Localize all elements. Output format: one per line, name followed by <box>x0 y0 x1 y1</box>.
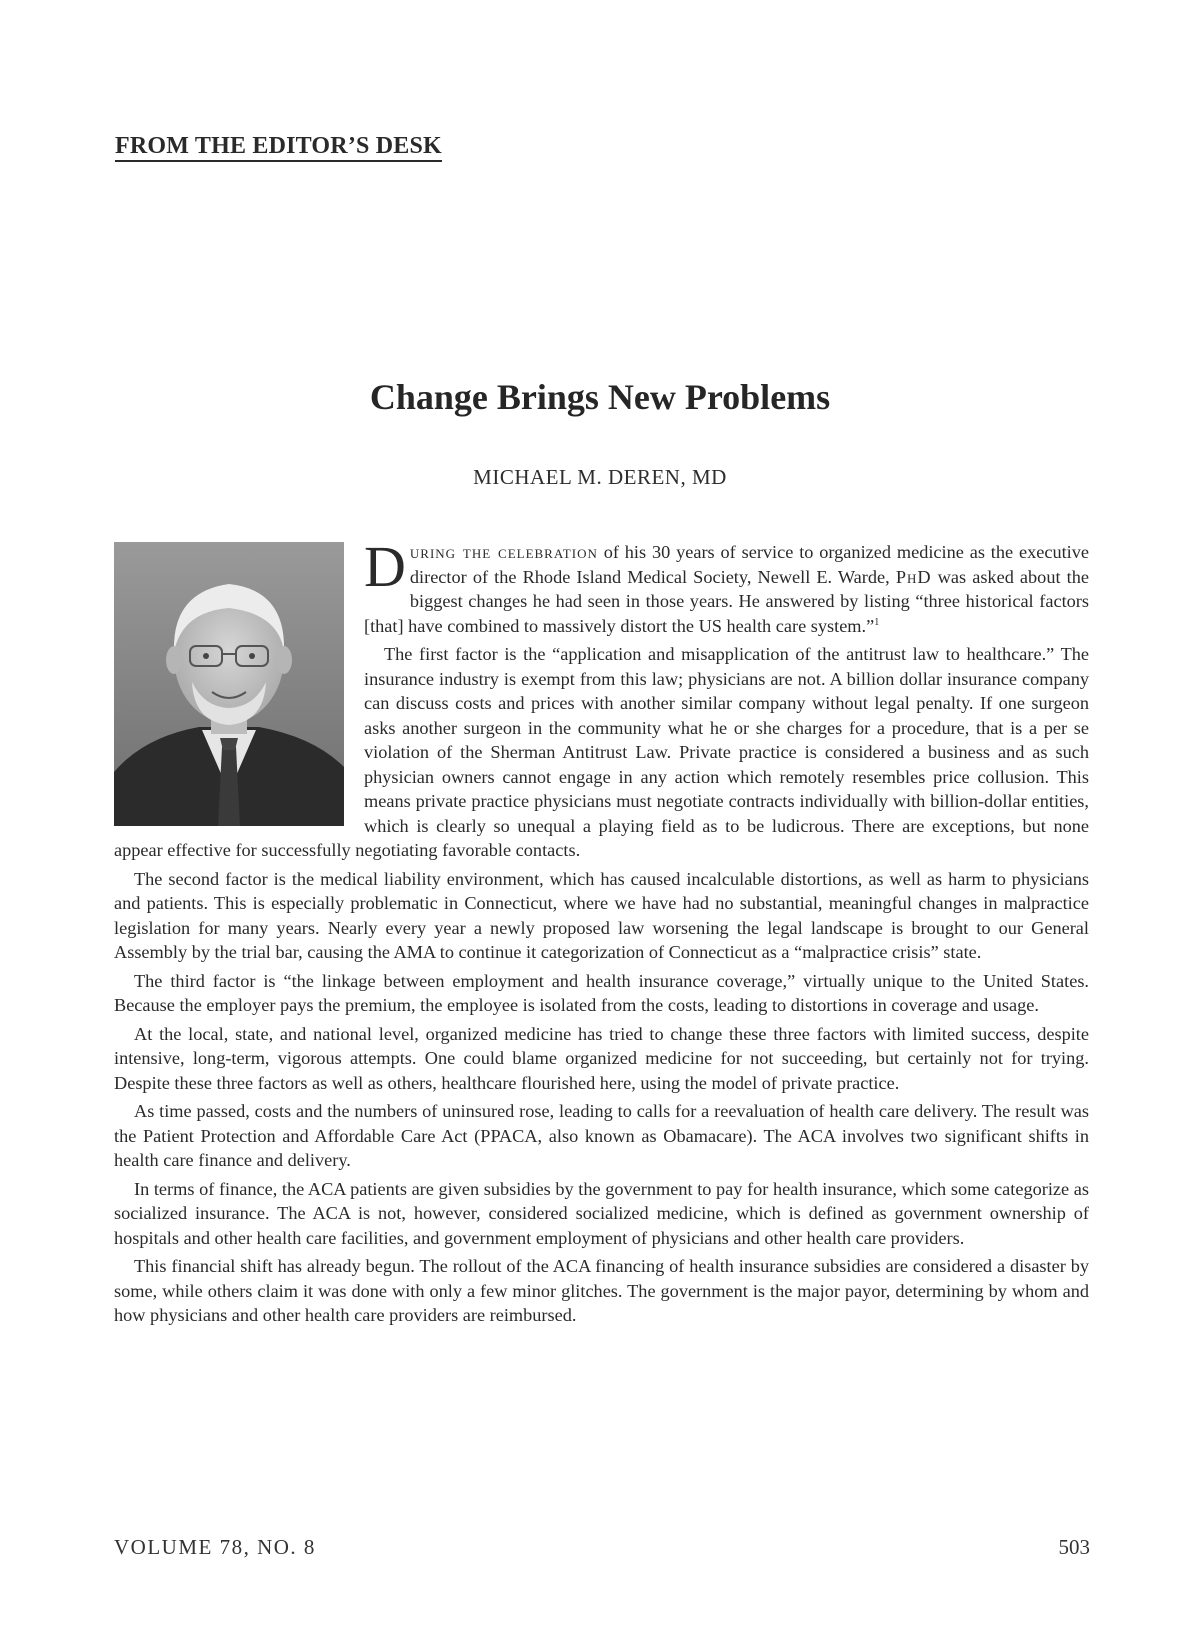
section-header: FROM THE EDITOR’S DESK <box>115 133 442 162</box>
article-title: Change Brings New Problems <box>369 377 831 417</box>
paragraph-2: The first factor is the “application and misapplication of the antitrust law to healthcare.” The insurance industry is exempt from this law; physicians are not. A billion dollar insurance company can discuss costs and prices with another similar company without legal penalty. If one surgeon asks another surgeon in the community what he or she charges for a procedure, that is a per se violation of the Sherman Antitrust Law. Private practice is considered a business and as such physician owners cannot engage in any action which remotely resembles price collusion. This means private practice physicians must negotiate contracts individually with billion-dollar entities, which is clearly so unequal a playing field as to be ludicrous. There are exceptions, but none appear effective for successfully negotiating favorable contacts. <box>114 644 1089 860</box>
author-photo <box>114 542 344 830</box>
article-body <box>114 534 1090 1332</box>
footnote-reference: 1 <box>874 616 880 628</box>
lead-in-smallcaps: uring the celebration <box>409 542 598 562</box>
paragraph-7: In terms of finance, the ACA patients are given subsidies by the government to pay for health insurance, which some categorize as socialized insurance. The ACA is not, however, considered socialized medicine, which is defined as government ownership of hospitals and other health care facilities, and government employment of physicians and other health care providers. <box>114 1178 1089 1248</box>
paragraph-4: The third factor is “the linkage between employment and health insurance coverage,” virtually unique to the United States. Because the employer pays the premium, the employee is isolated from the costs, leading to distortions in coverage and usage. <box>114 970 1089 1015</box>
drop-cap: D <box>364 534 406 599</box>
paragraph-1-text-b: was asked about the biggest changes he had seen in those years. He answered by listing “three historical factors [that] have combined to massively distort the US health care system.” <box>364 566 1089 636</box>
paragraph-6: As time passed, costs and the numbers of uninsured rose, leading to calls for a reevaluation of health care delivery. The result was the Patient Protection and Affordable Care Act (PPACA, also known as Obamacare). The ACA involves two significant shifts in health care finance and delivery. <box>114 1101 1089 1170</box>
footer-page-number: 503 <box>1058 1535 1090 1559</box>
footer-volume: VOLUME 78, NO. 8 <box>114 1535 316 1559</box>
author-portrait-image <box>114 542 344 826</box>
paragraph-5: At the local, state, and national level, organized medicine has tried to change these three factors with limited success, despite intensive, long-term, vigorous attempts. One could blame organized medicine for not succeeding, but certainly not for trying. Despite these three factors as well as others, healthcare flourished here, using the model of private practice. <box>114 1023 1089 1093</box>
paragraph-8: This financial shift has already begun. The rollout of the ACA financing of health insurance subsidies are considered a disaster by some, while others claim it was done with only a few minor glitches. The government is the major payor, determining by whom and how physicians and other health care providers are reimbursed. <box>114 1256 1089 1325</box>
degree-phd: PhD <box>895 566 932 587</box>
author-byline: MICHAEL M. DEREN, MD <box>473 465 727 489</box>
paragraph-1-text-a: of his 30 years of service to organized medicine as the executive director of the Rhode Island Medical Society, Newell E. Warde, <box>409 542 1090 587</box>
paragraph-3: The second factor is the medical liability environment, which has caused incalculable distortions, as well as harm to physicians and patients. This is especially problematic in Connecticut, where we have had no substantial, meaningful changes in malpractice legislation for many years. Nearly every year a newly proposed law worsening the legal landscape is brought to our General Assembly by the trial bar, causing the AMA to continue it categorization of Connecticut as a “malpractice crisis” state. <box>114 868 1089 962</box>
